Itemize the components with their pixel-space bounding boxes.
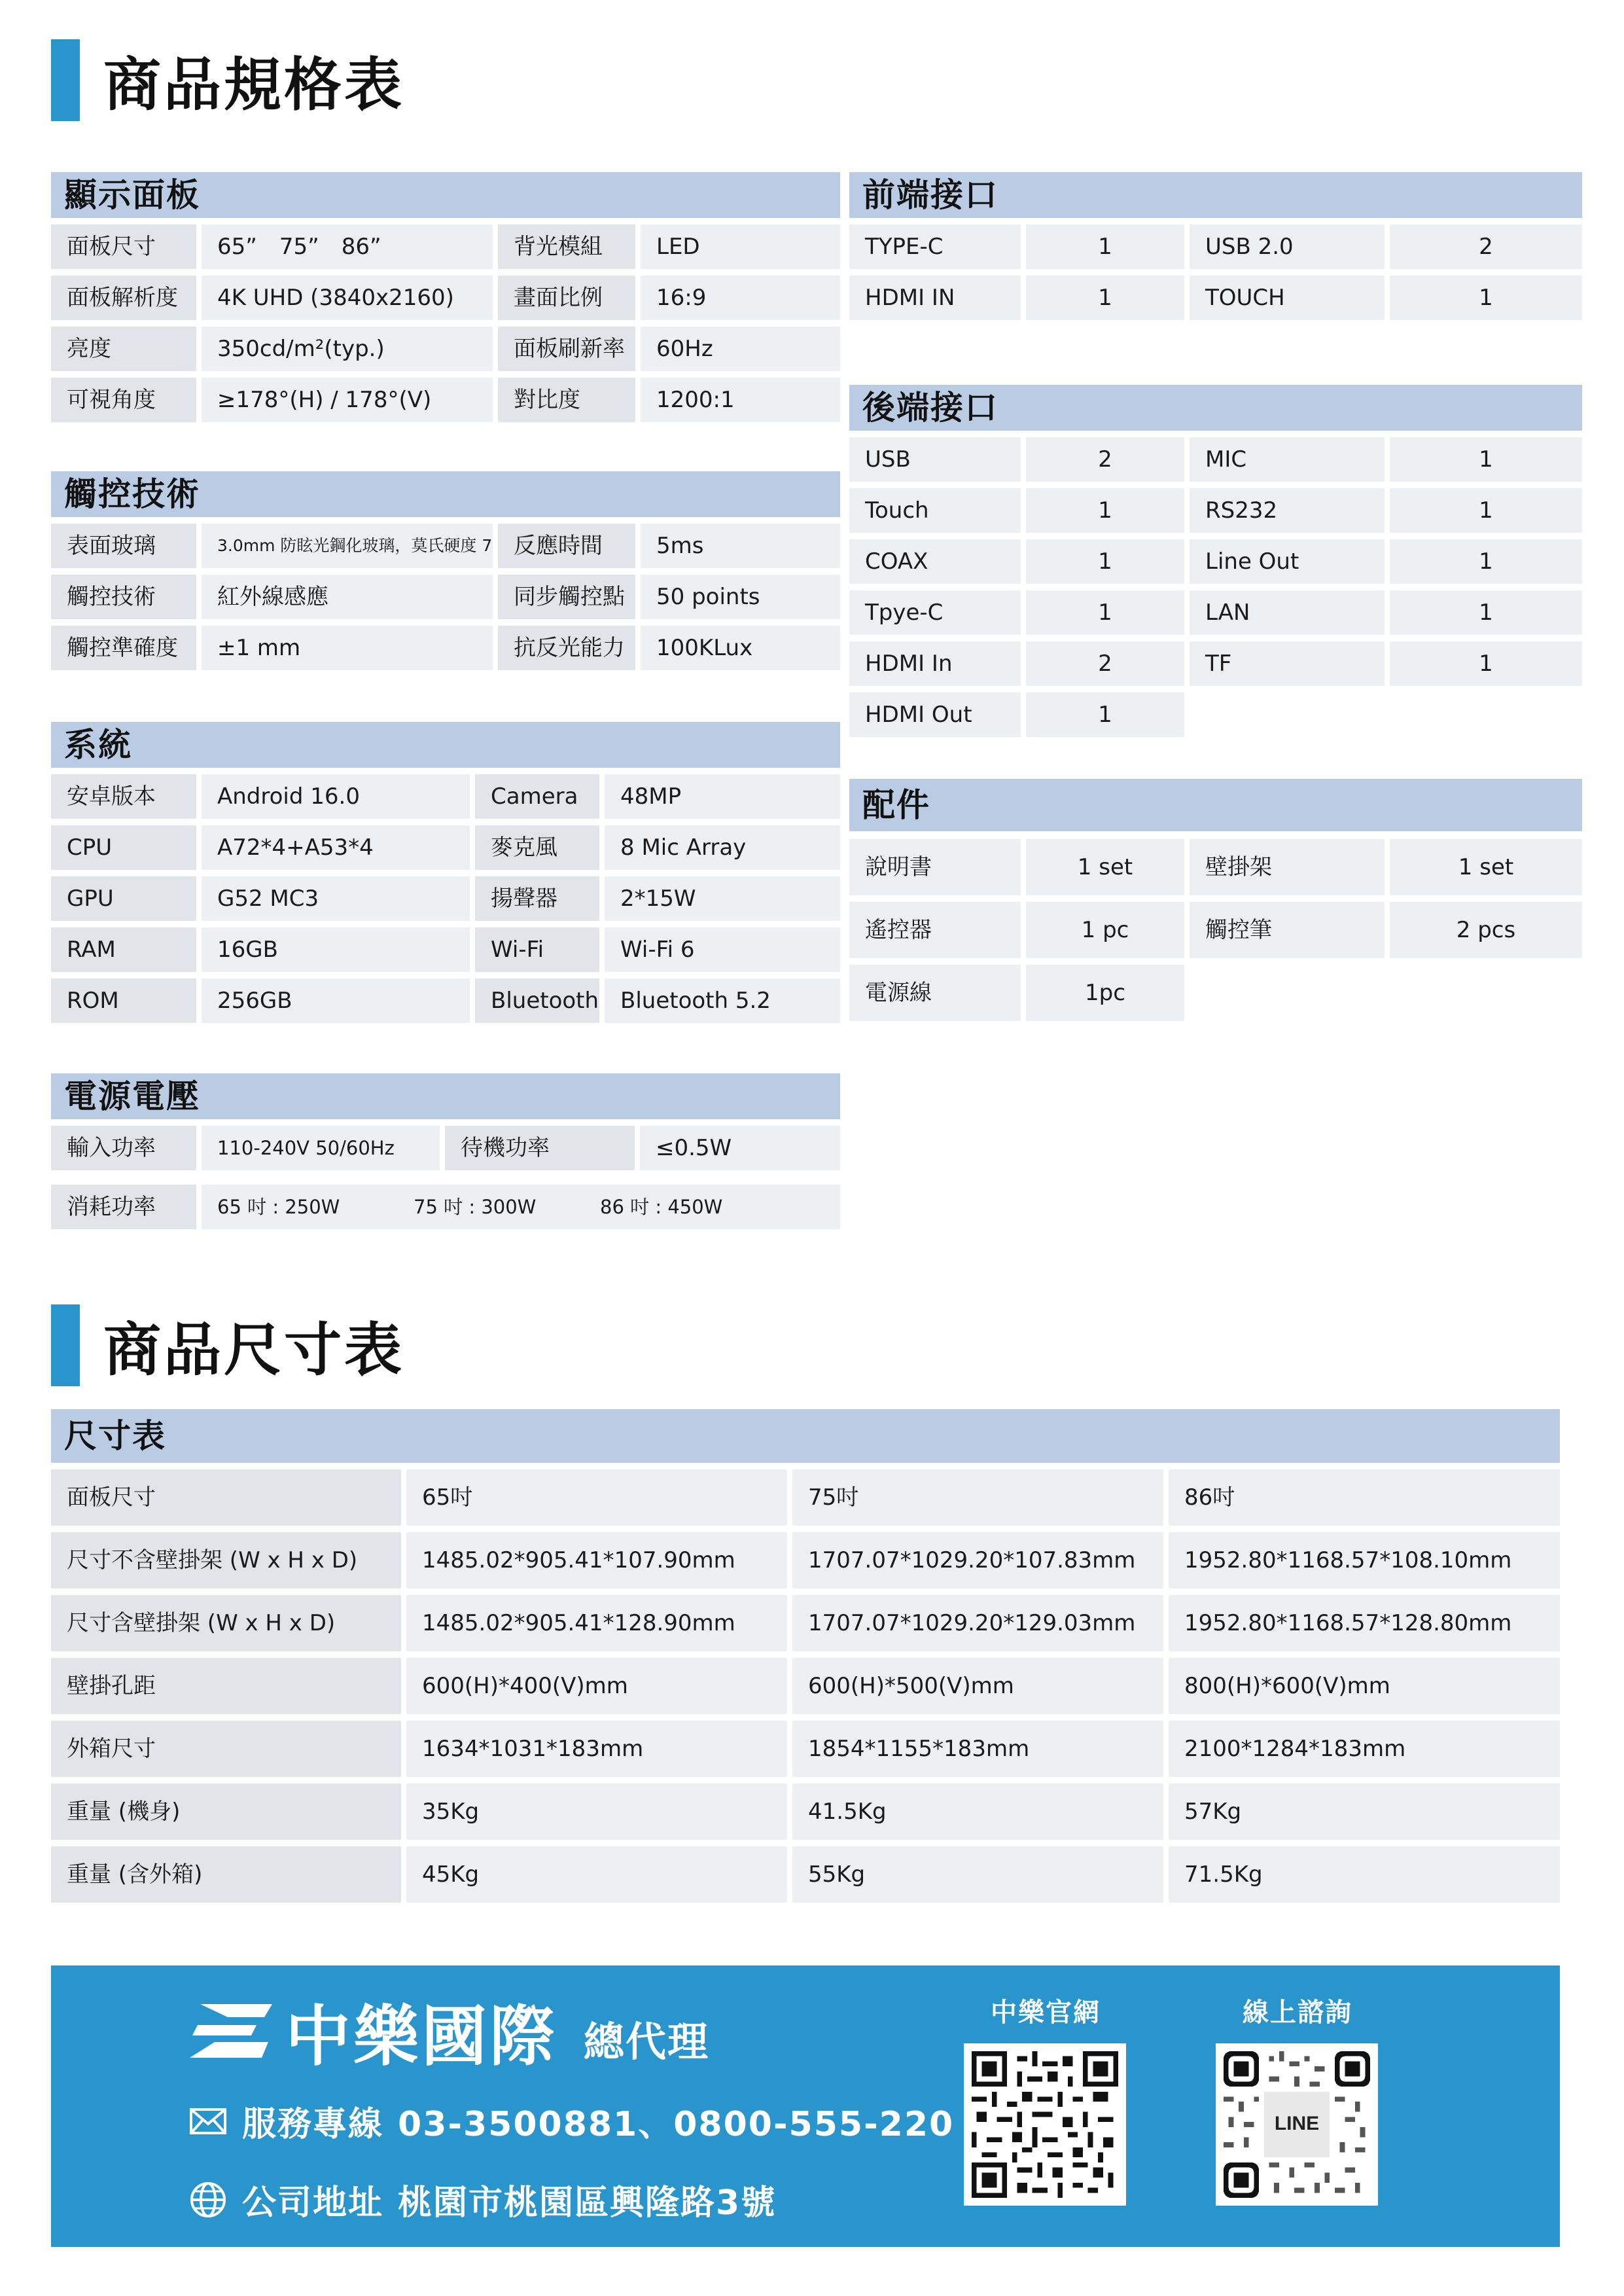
value-cell: Bluetooth 5.2 — [605, 978, 840, 1023]
port-count: 1 — [1390, 641, 1582, 686]
accessory-qty: 1 pc — [1026, 902, 1184, 958]
table-row — [51, 978, 840, 1023]
dim-86: 57Kg — [1169, 1784, 1560, 1840]
label-cell: Camera — [475, 774, 599, 819]
table-row — [51, 1721, 1560, 1777]
power-section — [51, 1073, 840, 1229]
table-row — [51, 378, 840, 422]
line-qr-code[interactable] — [1216, 2043, 1378, 2206]
label-cell: 可視角度 — [51, 378, 196, 422]
website-qr-title: 中樂官網 — [991, 1998, 1101, 2028]
display-header: 顯示面板 — [51, 172, 840, 218]
dim-label: 面板尺寸 — [51, 1469, 401, 1526]
table-row — [849, 692, 1582, 737]
port-count: 2 — [1390, 224, 1582, 269]
table-row — [51, 1469, 1560, 1526]
port-name: Tpye-C — [849, 590, 1021, 635]
size-title-text: 商品尺寸表 — [103, 1316, 405, 1384]
table-row — [51, 927, 840, 972]
value-cell: 256GB — [202, 978, 470, 1023]
globe-icon — [188, 2180, 228, 2219]
table-row — [51, 1595, 1560, 1651]
label-cell: 反應時間 — [498, 524, 635, 568]
company-logo — [188, 1984, 709, 2078]
table-row — [849, 641, 1582, 686]
power-consumption-values — [202, 1185, 840, 1229]
service-label: 服務專線 — [242, 2105, 384, 2144]
port-name: USB — [849, 437, 1021, 482]
table-row — [51, 1784, 1560, 1840]
accessory-name: 觸控筆 — [1190, 902, 1385, 958]
dim-65: 1634*1031*183mm — [406, 1721, 787, 1777]
agent-label: 總代理 — [584, 2017, 710, 2066]
port-count: 2 — [1026, 641, 1184, 686]
table-row — [51, 1846, 1560, 1903]
power-86: 86 吋 : 450W — [600, 1196, 723, 1218]
port-name: COAX — [849, 539, 1021, 584]
table-row — [51, 276, 840, 320]
value-cell: 8 Mic Array — [605, 825, 840, 870]
port-count: 1 — [1026, 692, 1184, 737]
dim-65: 600(H)*400(V)mm — [406, 1658, 787, 1714]
dimensions-header: 尺寸表 — [51, 1409, 1560, 1463]
dim-75: 1707.07*1029.20*129.03mm — [792, 1595, 1163, 1651]
port-count: 1 — [1390, 437, 1582, 482]
table-row — [51, 575, 840, 619]
label-cell: Wi-Fi — [475, 927, 599, 972]
spec-title — [51, 39, 404, 121]
label-cell: 麥克風 — [475, 825, 599, 870]
system-header: 系統 — [51, 722, 840, 768]
table-row — [51, 774, 840, 819]
label-cell: 待機功率 — [445, 1126, 635, 1170]
dim-65: 45Kg — [406, 1846, 787, 1903]
port-name: HDMI IN — [849, 276, 1021, 320]
dim-label: 尺寸含壁掛架 (W x H x D) — [51, 1595, 401, 1651]
port-count: 1 — [1390, 276, 1582, 320]
table-row — [849, 488, 1582, 533]
port-name: HDMI Out — [849, 692, 1021, 737]
dim-75: 1707.07*1029.20*107.83mm — [792, 1532, 1163, 1588]
value-cell: 50 points — [641, 575, 840, 619]
label-cell: 面板尺寸 — [51, 224, 196, 269]
title-accent-bar — [51, 39, 80, 121]
value-cell: ≤0.5W — [640, 1126, 840, 1170]
value-cell: 4K UHD (3840x2160) — [202, 276, 493, 320]
table-row — [51, 1126, 840, 1170]
address-label: 公司地址 — [242, 2183, 384, 2223]
dim-label: 外箱尺寸 — [51, 1721, 401, 1777]
label-cell: 安卓版本 — [51, 774, 196, 819]
value-cell: 350cd/m²(typ.) — [202, 327, 493, 371]
website-qr-icon — [972, 2051, 1118, 2198]
port-name: TOUCH — [1190, 276, 1385, 320]
power-65: 65 吋 : 250W — [217, 1196, 340, 1218]
value-cell: 1200:1 — [641, 378, 840, 422]
service-phone[interactable]: 03-3500881、0800-555-220 — [398, 2105, 955, 2144]
address-value: 桃園市桃園區興隆路3號 — [398, 2183, 777, 2223]
value-cell: 100KLux — [641, 626, 840, 670]
table-row — [51, 1532, 1560, 1588]
value-cell: ≥178°(H) / 178°(V) — [202, 378, 493, 422]
label-cell: 面板刷新率 — [498, 327, 635, 371]
port-name: LAN — [1190, 590, 1385, 635]
value-cell: 60Hz — [641, 327, 840, 371]
value-cell: 16:9 — [641, 276, 840, 320]
label-cell: 消耗功率 — [51, 1185, 196, 1229]
accessory-qty: 1pc — [1026, 965, 1184, 1021]
port-count: 1 — [1390, 590, 1582, 635]
table-row — [51, 1658, 1560, 1714]
value-cell: Android 16.0 — [202, 774, 470, 819]
power-75: 75 吋 : 300W — [414, 1196, 537, 1218]
table-row — [849, 839, 1582, 895]
dim-86: 71.5Kg — [1169, 1846, 1560, 1903]
dim-86: 86吋 — [1169, 1469, 1560, 1526]
port-name: Line Out — [1190, 539, 1385, 584]
dim-label: 壁掛孔距 — [51, 1658, 401, 1714]
value-cell: G52 MC3 — [202, 876, 470, 921]
value-cell: A72*4+A53*4 — [202, 825, 470, 870]
dim-65: 35Kg — [406, 1784, 787, 1840]
front-ports-header: 前端接口 — [849, 172, 1582, 218]
line-badge: LINE — [1274, 2113, 1320, 2134]
system-section — [51, 722, 840, 1023]
table-row — [849, 590, 1582, 635]
label-cell: GPU — [51, 876, 196, 921]
mail-icon — [188, 2102, 228, 2141]
label-cell: ROM — [51, 978, 196, 1023]
port-name: RS232 — [1190, 488, 1385, 533]
accessory-qty: 1 set — [1390, 839, 1582, 895]
value-cell: 紅外線感應 — [202, 575, 493, 619]
dim-75: 75吋 — [792, 1469, 1163, 1526]
service-line — [188, 2096, 954, 2145]
power-header: 電源電壓 — [51, 1073, 840, 1119]
table-row — [51, 524, 840, 568]
dim-86: 1952.80*1168.57*128.80mm — [1169, 1595, 1560, 1651]
label-cell: 面板解析度 — [51, 276, 196, 320]
accessories-section — [849, 779, 1582, 1021]
dim-86: 1952.80*1168.57*108.10mm — [1169, 1532, 1560, 1588]
label-cell: 輸入功率 — [51, 1126, 196, 1170]
logo-mark-icon — [188, 2001, 274, 2060]
dimensions-section — [51, 1409, 1560, 1903]
label-cell: 同步觸控點 — [498, 575, 635, 619]
value-cell: ±1 mm — [202, 626, 493, 670]
label-cell: 揚聲器 — [475, 876, 599, 921]
value-cell: 3.0mm 防眩光鋼化玻璃，莫氏硬度 7 — [202, 524, 493, 568]
spec-title-text: 商品規格表 — [103, 50, 405, 118]
accessories-header: 配件 — [849, 779, 1582, 831]
rear-ports-header: 後端接口 — [849, 385, 1582, 431]
port-count: 1 — [1390, 488, 1582, 533]
dim-65: 1485.02*905.41*107.90mm — [406, 1532, 787, 1588]
label-cell: 觸控技術 — [51, 575, 196, 619]
port-name: USB 2.0 — [1190, 224, 1385, 269]
port-count: 2 — [1026, 437, 1184, 482]
port-name: MIC — [1190, 437, 1385, 482]
accessory-qty: 2 pcs — [1390, 902, 1582, 958]
table-row — [849, 539, 1582, 584]
table-row — [51, 327, 840, 371]
dim-75: 1854*1155*183mm — [792, 1721, 1163, 1777]
label-cell: 背光模組 — [498, 224, 635, 269]
port-count: 1 — [1026, 488, 1184, 533]
label-cell: CPU — [51, 825, 196, 870]
value-cell: LED — [641, 224, 840, 269]
table-row — [51, 224, 840, 269]
port-name: TF — [1190, 641, 1385, 686]
address-line — [188, 2175, 776, 2224]
port-name: HDMI In — [849, 641, 1021, 686]
label-cell: 表面玻璃 — [51, 524, 196, 568]
dim-75: 55Kg — [792, 1846, 1163, 1903]
label-cell: 觸控準確度 — [51, 626, 196, 670]
size-title — [51, 1304, 404, 1386]
value-cell: 2*15W — [605, 876, 840, 921]
line-qr-block — [1216, 1992, 1379, 2206]
dim-86: 2100*1284*183mm — [1169, 1721, 1560, 1777]
port-count: 1 — [1026, 590, 1184, 635]
dim-86: 800(H)*600(V)mm — [1169, 1658, 1560, 1714]
value-cell: Wi-Fi 6 — [605, 927, 840, 972]
table-row — [849, 902, 1582, 958]
dim-label: 尺寸不含壁掛架 (W x H x D) — [51, 1532, 401, 1588]
label-cell: 抗反光能力 — [498, 626, 635, 670]
label-cell: 對比度 — [498, 378, 635, 422]
value-cell: 16GB — [202, 927, 470, 972]
value-cell: 48MP — [605, 774, 840, 819]
dim-label: 重量 (機身) — [51, 1784, 401, 1840]
touch-section — [51, 471, 840, 670]
dim-75: 41.5Kg — [792, 1784, 1163, 1840]
port-count: 1 — [1026, 539, 1184, 584]
table-row — [849, 224, 1582, 269]
label-cell: 亮度 — [51, 327, 196, 371]
port-name: Touch — [849, 488, 1021, 533]
dim-75: 600(H)*500(V)mm — [792, 1658, 1163, 1714]
label-cell: RAM — [51, 927, 196, 972]
value-cell: 110-240V 50/60Hz — [202, 1126, 440, 1170]
table-row — [51, 876, 840, 921]
line-qr-title: 線上諮詢 — [1243, 1998, 1352, 2028]
table-row — [849, 965, 1582, 1021]
value-cell: 5ms — [641, 524, 840, 568]
port-count: 1 — [1026, 276, 1184, 320]
label-cell: 畫面比例 — [498, 276, 635, 320]
footer-banner — [51, 1965, 1560, 2247]
title-accent-bar — [51, 1304, 80, 1386]
port-count: 1 — [1390, 539, 1582, 584]
port-name: TYPE-C — [849, 224, 1021, 269]
accessory-name: 遙控器 — [849, 902, 1021, 958]
label-cell: Bluetooth — [475, 978, 599, 1023]
table-row — [51, 825, 840, 870]
value-cell: 65” 75” 86” — [202, 224, 493, 269]
accessory-name: 壁掛架 — [1190, 839, 1385, 895]
company-name: 中樂國際 — [285, 1998, 557, 2075]
table-row — [849, 276, 1582, 320]
rear-ports-section — [849, 385, 1582, 737]
port-count: 1 — [1026, 224, 1184, 269]
dim-65: 1485.02*905.41*128.90mm — [406, 1595, 787, 1651]
accessory-name: 電源線 — [849, 965, 1021, 1021]
table-row — [849, 437, 1582, 482]
website-qr-code[interactable] — [964, 2043, 1126, 2206]
table-row — [51, 1185, 840, 1229]
dim-label: 重量 (含外箱) — [51, 1846, 401, 1903]
dim-65: 65吋 — [406, 1469, 787, 1526]
accessory-name: 說明書 — [849, 839, 1021, 895]
front-ports-section — [849, 172, 1582, 320]
table-row — [51, 626, 840, 670]
touch-header: 觸控技術 — [51, 471, 840, 517]
website-qr-block — [964, 1992, 1127, 2206]
accessory-qty: 1 set — [1026, 839, 1184, 895]
display-section — [51, 172, 840, 422]
